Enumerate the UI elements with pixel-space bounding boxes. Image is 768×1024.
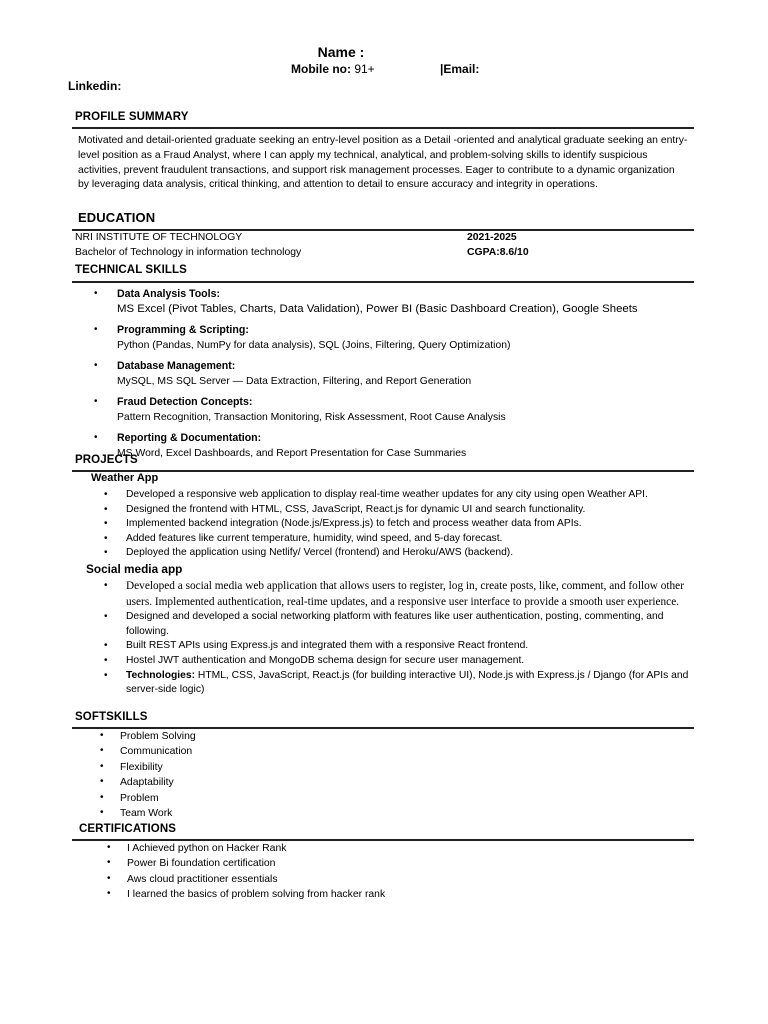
bullet-icon: • — [94, 396, 98, 407]
list-item — [104, 639, 689, 654]
section-title-technical-skills: TECHNICAL SKILLS — [75, 264, 187, 276]
section-title-certifications: CERTIFICATIONS — [79, 823, 177, 835]
education-institution: NRI INSTITUTE OF TECHNOLOGY — [75, 232, 243, 243]
bullet-text: Developed a responsive web application to display real-time weather updates for any city using open Weather API. — [126, 489, 648, 500]
list-item — [104, 546, 689, 561]
softskill-text: Flexibility — [120, 761, 163, 773]
bullet-icon: • — [94, 324, 98, 335]
section-title-projects: PROJECTS — [75, 454, 138, 466]
mobile-label: Mobile no: — [291, 62, 351, 76]
bullet-icon: • — [94, 288, 98, 299]
education-cgpa: CGPA:8.6/10 — [467, 247, 529, 258]
section-title-softskills: SOFTSKILLS — [75, 711, 148, 723]
project-title-weather: Weather App — [91, 472, 159, 484]
list-item — [104, 669, 689, 698]
skill-description: MySQL, MS SQL Server — Data Extraction, Filtering, and Report Generation — [117, 376, 472, 387]
bullet-icon: • — [104, 611, 108, 623]
bullet-icon: • — [100, 807, 104, 819]
technical-skills-list — [94, 287, 694, 467]
certifications-list — [107, 841, 385, 903]
softskill-text: Adaptability — [120, 777, 174, 789]
education-years: 2021-2025 — [467, 232, 517, 243]
social-project-bullets — [104, 579, 689, 698]
skill-category: Reporting & Documentation: — [117, 432, 262, 444]
certification-text: I learned the basics of problem solving from hacker rank — [127, 889, 386, 901]
list-item — [104, 654, 689, 669]
bullet-icon: • — [107, 888, 111, 900]
mobile-value: 91+ — [351, 62, 375, 76]
mobile-line — [291, 62, 375, 76]
skill-item — [94, 431, 694, 461]
softskill-text: Problem — [120, 792, 159, 804]
bullet-text: Designed and developed a social networking platform with features like user authentication, posting, commenting, and following. — [126, 611, 664, 637]
skill-item — [94, 287, 694, 317]
list-item — [104, 610, 689, 639]
email-label: |Email: — [440, 62, 480, 76]
softskill-text: Problem Solving — [120, 731, 196, 742]
bullet-text: Developed a social media web application that allows users to register, log in, create posts, like, comment, and follow other users. Implemented authentication, real-time updates, and a responsive user interface to provide a smooth user experience. — [126, 580, 684, 608]
list-item — [100, 744, 196, 759]
name-label: Name : — [317, 44, 365, 60]
list-item — [104, 532, 689, 547]
bullet-icon: • — [104, 489, 108, 500]
section-title-education: EDUCATION — [78, 210, 156, 225]
list-item — [107, 872, 385, 887]
certification-text: I Achieved python on Hacker Rank — [127, 843, 287, 854]
list-item — [107, 841, 385, 856]
list-item — [104, 503, 689, 518]
divider — [72, 470, 694, 472]
softskill-text: Communication — [120, 746, 193, 758]
bullet-text: Designed the frontend with HTML, CSS, JavaScript, React.js for dynamic UI and search functionality. — [126, 503, 586, 515]
certification-text: Aws cloud practitioner essentials — [127, 873, 278, 885]
certification-text: Power Bi foundation certification — [127, 858, 276, 870]
bullet-icon: • — [104, 532, 108, 544]
skill-item — [94, 359, 694, 389]
bullet-icon: • — [94, 360, 98, 371]
skill-category: Fraud Detection Concepts: — [117, 396, 253, 408]
bullet-text: Implemented backend integration (Node.js/Express.js) to fetch and process weather data from APIs. — [126, 518, 582, 530]
softskill-text: Team Work — [120, 808, 173, 820]
bullet-icon: • — [100, 791, 104, 803]
softskills-list — [100, 729, 196, 821]
bullet-text: Hostel JWT authentication and MongoDB schema design for secure user management. — [126, 654, 525, 666]
bullet-icon: • — [104, 518, 108, 530]
skill-category: Data Analysis Tools: — [117, 288, 221, 300]
weather-project-bullets — [104, 488, 689, 561]
list-item — [104, 488, 689, 503]
bullet-icon: • — [100, 730, 104, 741]
bullet-text: Added features like current temperature, humidity, wind speed, and 5-day forecast. — [126, 532, 503, 544]
list-item — [107, 887, 385, 902]
profile-summary-text: Motivated and detail-oriented graduate seeking an entry-level position as a Detail -oriented and analytical graduate seeking an entry-level position as a Fraud Analyst, where I can apply my technical, analytical, and problem-solving skills to identify suspicious activities, prevent fraudulent transactions, and support risk management processes. Eager to contribute to a dynamic organization by leveraging data analysis, critical thinking, and attention to detail to ensure accuracy and integrity in operations. — [78, 135, 688, 191]
skill-description: MS Word, Excel Dashboards, and Report Presentation for Case Summaries — [117, 448, 467, 459]
bullet-icon: • — [107, 842, 111, 853]
bullet-icon: • — [100, 760, 104, 772]
list-item — [104, 517, 689, 532]
bullet-icon: • — [100, 745, 104, 757]
bullet-text: Deployed the application using Netlify/ Vercel (frontend) and Heroku/AWS (backend). — [126, 547, 514, 559]
section-title-profile-summary: PROFILE SUMMARY — [75, 111, 189, 123]
bullet-icon: • — [104, 503, 108, 515]
education-degree: Bachelor of Technology in information technology — [75, 247, 302, 258]
divider — [72, 127, 694, 129]
bullet-icon: • — [94, 432, 98, 443]
skill-item — [94, 395, 694, 425]
bullet-icon: • — [107, 857, 111, 869]
divider — [72, 281, 694, 283]
skill-description: MS Excel (Pivot Tables, Charts, Data Validation), Power BI (Basic Dashboard Creation), Google Sheets — [117, 303, 638, 315]
project-title-social: Social media app — [86, 562, 183, 576]
bullet-icon: • — [100, 776, 104, 788]
list-item — [100, 791, 196, 806]
list-item — [107, 856, 385, 871]
bullet-icon: • — [104, 547, 108, 559]
list-item — [100, 775, 196, 790]
bullet-icon: • — [104, 640, 108, 652]
skill-item — [94, 323, 694, 353]
bullet-icon: • — [107, 872, 111, 884]
list-item — [100, 760, 196, 775]
list-item — [100, 729, 196, 744]
skill-category: Programming & Scripting: — [117, 324, 249, 336]
skill-category: Database Management: — [117, 360, 236, 372]
list-item — [104, 579, 689, 610]
divider — [72, 229, 694, 231]
skill-description: Pattern Recognition, Transaction Monitoring, Risk Assessment, Root Cause Analysis — [117, 412, 506, 423]
linkedin-label: Linkedin: — [68, 79, 122, 93]
skill-description: Python (Pandas, NumPy for data analysis), SQL (Joins, Filtering, Query Optimization) — [117, 340, 511, 351]
bullet-icon: • — [104, 669, 108, 681]
list-item — [100, 806, 196, 821]
tech-label: Technologies: — [126, 669, 196, 681]
bullet-icon: • — [104, 654, 108, 666]
bullet-text: Built REST APIs using Express.js and integrated them with a responsive React frontend. — [126, 640, 529, 652]
tech-value: HTML, CSS, JavaScript, React.js (for building interactive UI), Node.js with Express.js / Django (for APIs and server-side logic) — [126, 669, 689, 696]
bullet-icon: • — [104, 580, 108, 591]
